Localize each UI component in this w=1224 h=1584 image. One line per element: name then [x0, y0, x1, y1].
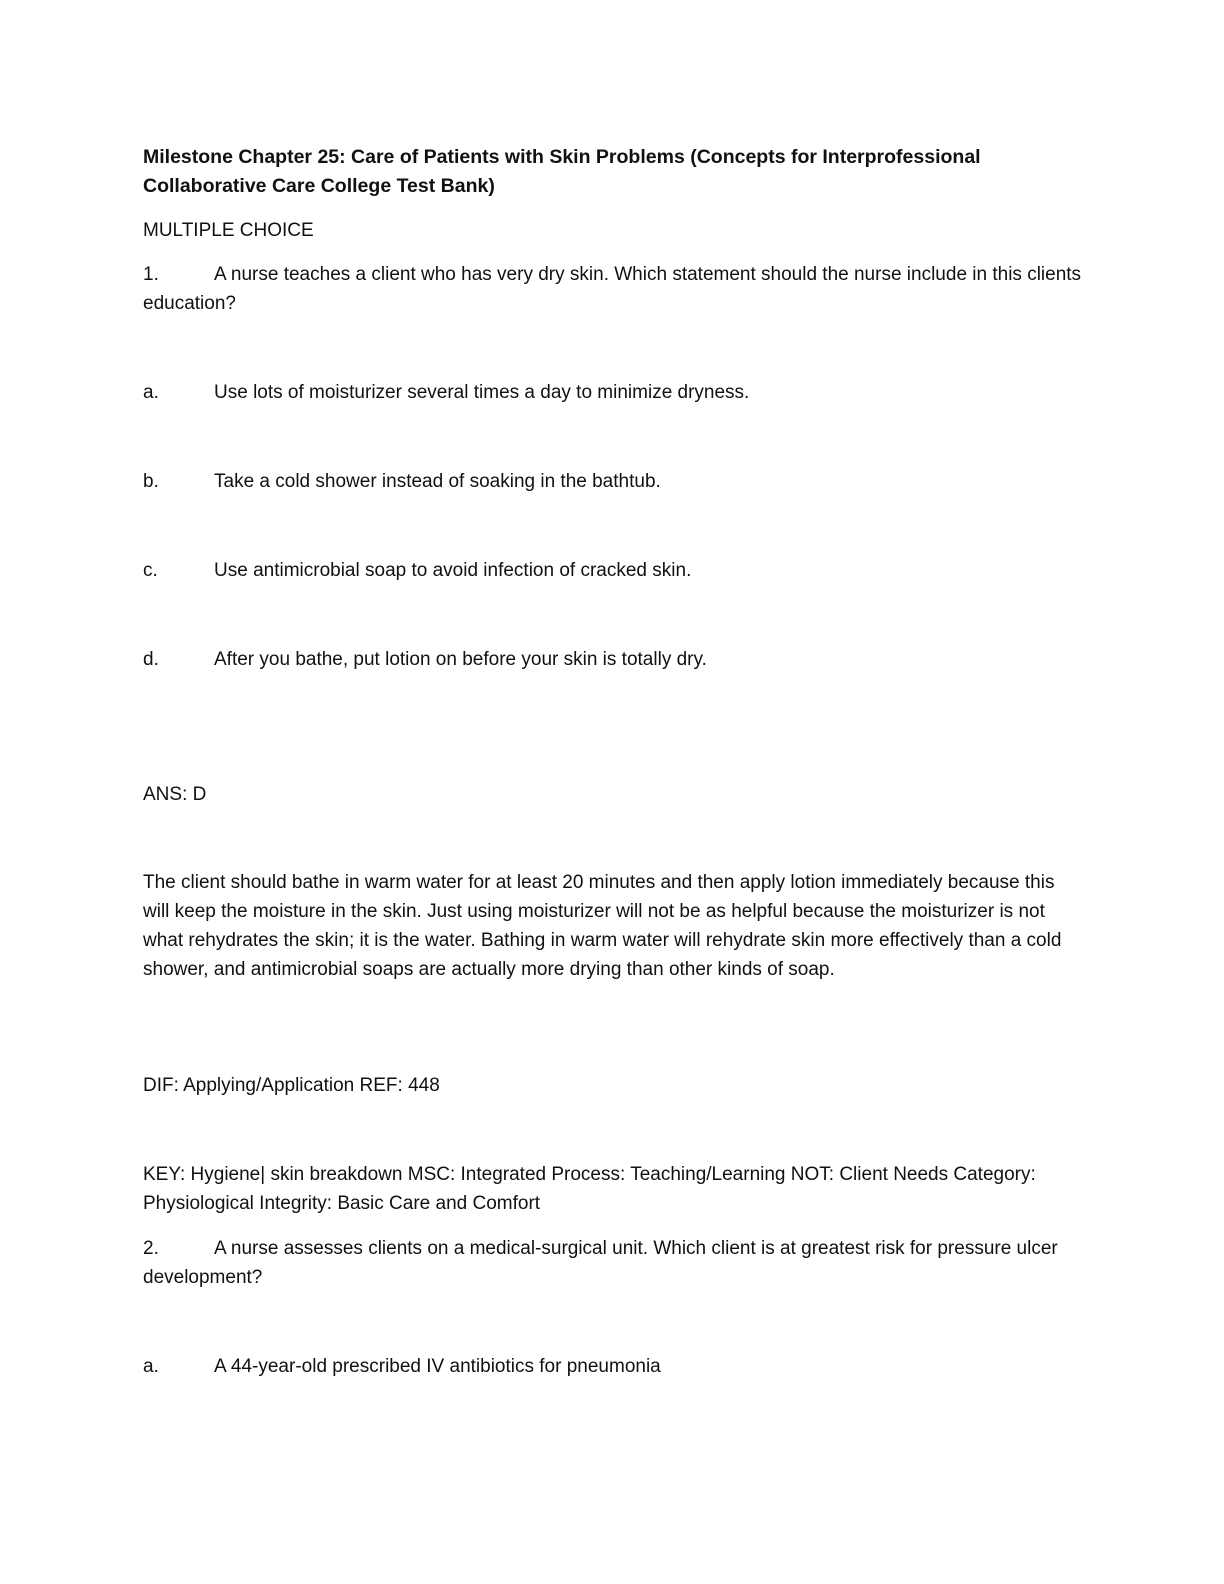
- question-text: A nurse teaches a client who has very dry skin. Which statement should the nurse include in this clients education?: [143, 264, 1082, 314]
- question-1-stem: [143, 260, 1083, 318]
- question-text: A nurse assesses clients on a medical-surgical unit. Which client is at greatest risk for pressure ulcer development?: [143, 1238, 1058, 1288]
- question-1-option-c: [143, 556, 1083, 585]
- question-2-stem: [143, 1234, 1083, 1292]
- question-number: 1.: [143, 264, 159, 285]
- question-1-option-b: [143, 467, 1083, 496]
- key-metadata: KEY: Hygiene| skin breakdown MSC: Integrated Process: Teaching/Learning NOT: Client Needs Category: Physiological Integrity: Basic Care and Comfort: [143, 1164, 1036, 1214]
- option-text: Use lots of moisturizer several times a day to minimize dryness.: [214, 382, 750, 403]
- option-letter: b.: [143, 471, 159, 492]
- question-1-option-d: [143, 645, 1083, 674]
- option-text: A 44-year-old prescribed IV antibiotics for pneumonia: [214, 1356, 661, 1377]
- option-letter: d.: [143, 649, 159, 670]
- option-letter: a.: [143, 1356, 159, 1377]
- document-title: Milestone Chapter 25: Care of Patients with Skin Problems (Concepts for Interprofessional Collaborative Care College Test Bank): [143, 146, 981, 197]
- option-text: After you bathe, put lotion on before your skin is totally dry.: [214, 649, 707, 670]
- question-number: 2.: [143, 1238, 159, 1259]
- question-2-option-a: [143, 1352, 1083, 1381]
- option-letter: a.: [143, 382, 159, 403]
- difficulty-reference: DIF: Applying/Application REF: 448: [143, 1075, 440, 1096]
- question-1-option-a: [143, 378, 1083, 407]
- section-heading: MULTIPLE CHOICE: [143, 220, 314, 241]
- rationale-paragraph: The client should bathe in warm water for at least 20 minutes and then apply lotion immediately because this will keep the moisture in the skin. Just using moisturizer will not be as helpful because the moisturizer is not what rehydrates the skin; it is the water. Bathing in warm water will rehydrate skin more effectively than a cold shower, and antimicrobial soaps are actually more drying than other kinds of soap.: [143, 872, 1062, 980]
- option-text: Take a cold shower instead of soaking in the bathtub.: [214, 471, 661, 492]
- option-text: Use antimicrobial soap to avoid infection of cracked skin.: [214, 560, 692, 581]
- answer-label: ANS: D: [143, 784, 207, 805]
- option-letter: c.: [143, 560, 158, 581]
